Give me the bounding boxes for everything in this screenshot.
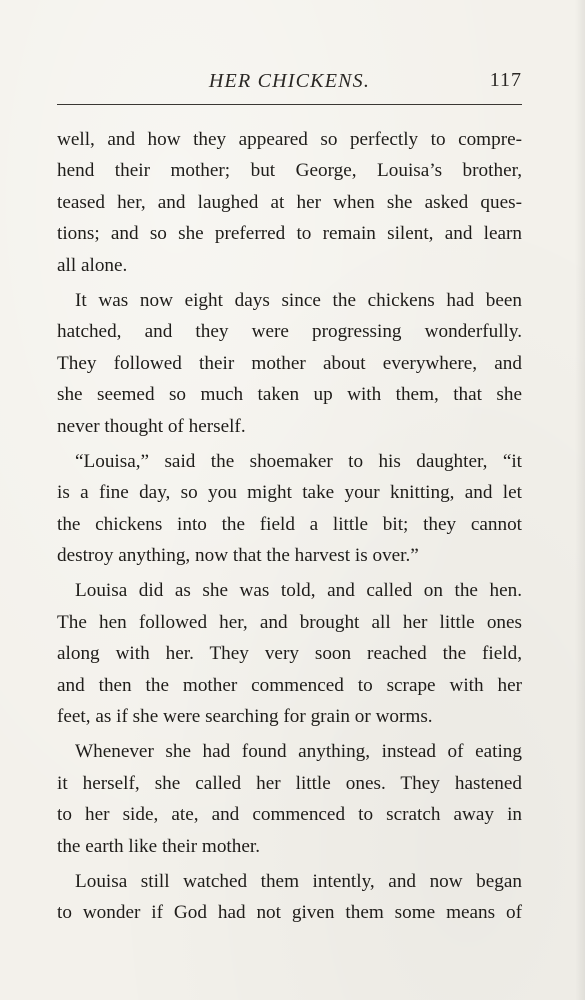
text-line: hatched, and they were progressing wonderfully. — [57, 321, 522, 343]
text-line: the earth like their mother. — [57, 835, 260, 857]
text-line: the chickens into the field a little bit; they cannot — [57, 513, 522, 535]
text-line: The hen followed her, and brought all her little ones — [57, 611, 522, 633]
page-number: 117 — [489, 69, 522, 91]
text-line: hend their mother; but George, Louisa’s brother, — [57, 160, 522, 182]
text-line: it herself, she called her little ones. They hastened — [57, 772, 522, 794]
text-line: all alone. — [57, 254, 128, 276]
text-line: It was now eight days since the chickens had been — [75, 289, 522, 311]
text-line: “Louisa,” said the shoemaker to his daughter, “it — [75, 450, 522, 472]
paragraph — [57, 575, 522, 732]
paragraph — [57, 446, 522, 572]
text-line: Whenever she had found anything, instead of eating — [75, 741, 522, 763]
text-line: to her side, ate, and commenced to scratch away in — [57, 804, 522, 826]
body-text — [57, 124, 522, 929]
text-line: and then the mother commenced to scrape with her — [57, 674, 522, 696]
text-line: along with her. They very soon reached the field, — [57, 643, 522, 665]
text-line: to wonder if God had not given them some means of — [57, 902, 522, 924]
running-title: HER CHICKENS. — [208, 70, 371, 92]
text-line: never thought of herself. — [57, 415, 246, 437]
text-line: well, and how they appeared so perfectly to compre- — [57, 129, 522, 150]
paragraph — [57, 736, 522, 862]
text-line: she seemed so much taken up with them, that she — [57, 384, 522, 406]
text-line: Louisa did as she was told, and called on the hen. — [75, 580, 522, 602]
header-rule — [57, 104, 522, 105]
text-line: destroy anything, now that the harvest is over.” — [57, 545, 419, 567]
text-line: feet, as if she were searching for grain or worms. — [57, 706, 433, 728]
text-line: Louisa still watched them intently, and now began — [75, 870, 522, 892]
running-header — [57, 66, 522, 100]
paragraph — [57, 124, 522, 281]
text-line: teased her, and laughed at her when she asked ques- — [57, 191, 522, 213]
page-edge-shadow — [575, 0, 585, 1000]
paragraph — [57, 866, 522, 929]
text-line: is a fine day, so you might take your knitting, and let — [57, 482, 522, 504]
text-line: tions; and so she preferred to remain silent, and learn — [57, 223, 522, 245]
text-line: They followed their mother about everywhere, and — [57, 352, 522, 374]
paragraph — [57, 285, 522, 442]
